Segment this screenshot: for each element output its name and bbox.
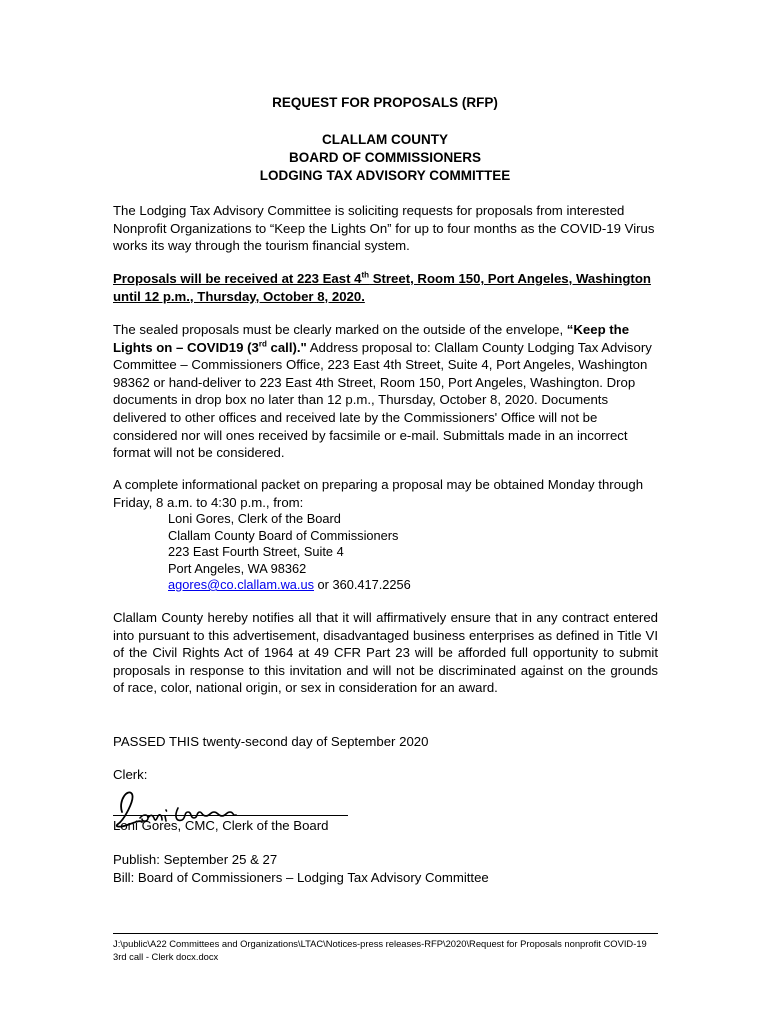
contact-street: 223 East Fourth Street, Suite 4 — [168, 544, 344, 559]
notice-paragraph — [113, 609, 658, 697]
signature-line — [113, 815, 348, 816]
signer-line — [113, 817, 658, 835]
clerk-label-text: Clerk: — [113, 767, 148, 782]
packet-paragraph — [113, 476, 658, 511]
publish-text: Publish: September 25 & 27 — [113, 852, 278, 867]
footer-path: J:\public\A22 Committees and Organizations\LTAC\Notices-press releases-RFP\2020\Request for Proposals nonprofit COVID-19 3rd call - Clerk docx.docx — [113, 938, 647, 962]
heading-committee: LODGING TAX ADVISORY COMMITTEE — [259, 168, 511, 183]
heading-county: CLALLAM COUNTY — [322, 132, 448, 147]
sealed-bold-2: call)." — [266, 339, 307, 355]
contact-email-link[interactable]: agores@co.clallam.wa.us — [168, 577, 314, 592]
sealed-bold-1: “Keep the Lights on – COVID19 (3 — [113, 322, 630, 355]
sealed-lead: The sealed proposals must be clearly marked on the outside of the envelope, — [113, 322, 567, 337]
footer-rule — [113, 933, 658, 934]
packet-text: A complete informational packet on preparing a proposal may be obtained Monday through Friday, 8 a.m. to 4:30 p.m., from: — [113, 477, 644, 510]
deadline-sup: th — [361, 270, 370, 280]
contact-block — [168, 511, 411, 594]
deadline-paragraph — [113, 270, 658, 305]
sealed-rest: Address proposal to: Clallam County Lodging Tax Advisory Committee – Commissioners Office, 223 East 4th Street, Suite 4, Port Angeles, Washington 98362 or hand-deliver to 223 East 4th Street, Room 150, Port Angeles, Washington. Drop documents in drop box no later than 12 p.m., Thursday, October 8, 2020. Documents delivered to other offices and received late by the Commissioners' Office will not be considered nor will ones received by facsimile or e-mail. Submittals made in an incorrect format will not be considered. — [113, 339, 652, 461]
sealed-sup: rd — [258, 339, 267, 349]
contact-name: Loni Gores, Clerk of the Board — [168, 511, 341, 526]
contact-city: Port Angeles, WA 98362 — [168, 560, 307, 576]
document-title: REQUEST FOR PROPOSALS (RFP) — [272, 95, 498, 110]
intro-paragraph — [113, 202, 658, 255]
notice-text: Clallam County hereby notifies all that it will affirmatively ensure that in any contract entered into pursuant to this advertisement, disadvantaged business enterprises as defined in Title VI of the Civil Rights Act of 1964 at 49 CFR Part 23 will be afforded full opportunity to submit proposals in response to this invitation and will not be discriminated against on the grounds of race, color, national origin, or sex in consideration for an award. — [113, 610, 658, 696]
contact-org: Clallam County Board of Commissioners — [168, 527, 399, 543]
deadline-text-1: Proposals will be received at 223 East 4 — [113, 271, 362, 286]
contact-phone: or 360.417.2256 — [314, 577, 411, 592]
passed-line — [113, 733, 658, 751]
publish-block — [113, 851, 658, 886]
bill-text: Bill: Board of Commissioners – Lodging Tax Advisory Committee — [113, 869, 489, 885]
deadline-text-2: Street, Room 150, Port Angeles, Washington until 12 p.m., Thursday, October 8, 2020. — [113, 271, 651, 304]
intro-text: The Lodging Tax Advisory Committee is soliciting requests for proposals from interested Nonprofit Organizations to “Keep the Lights On” for up to four months as the COVID-19 Virus works its way through the tourism financial system. — [113, 203, 655, 254]
sealed-paragraph — [113, 321, 658, 462]
passed-text: PASSED THIS twenty-second day of September 2020 — [113, 734, 429, 749]
heading-board: BOARD OF COMMISSIONERS — [288, 150, 481, 165]
signer-text: Loni Gores, CMC, Clerk of the Board — [113, 818, 329, 833]
